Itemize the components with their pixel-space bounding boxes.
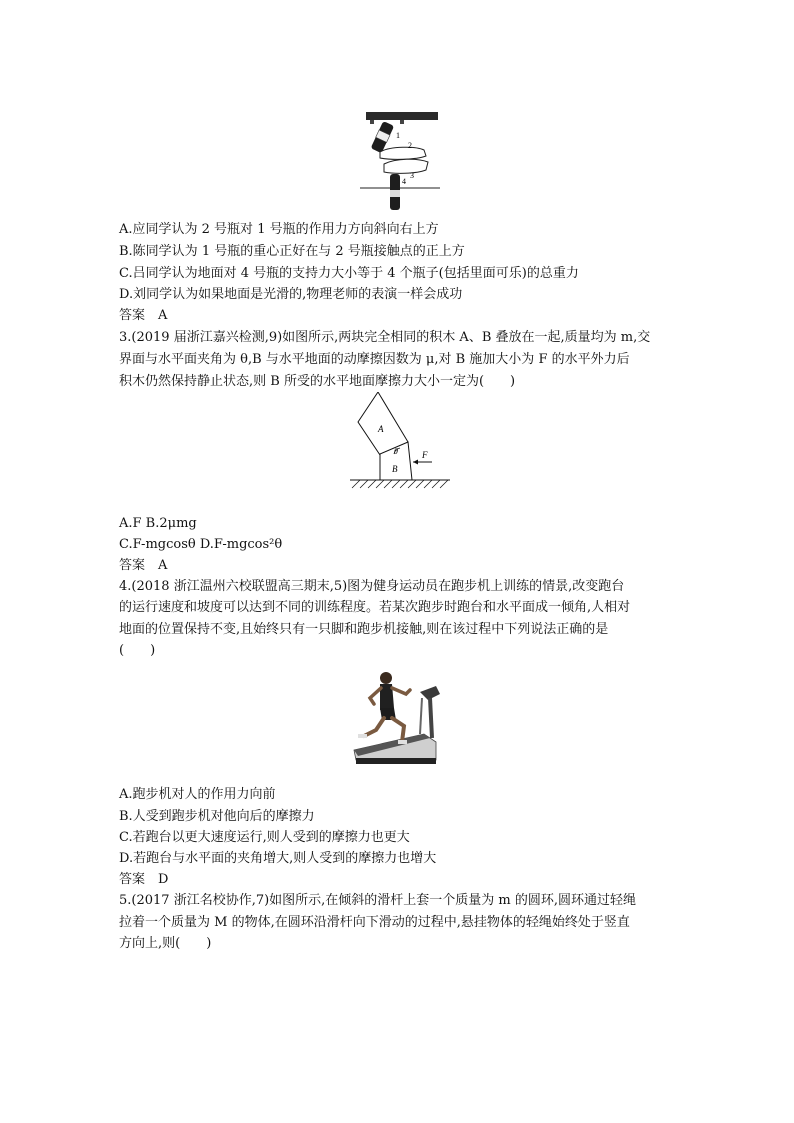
q2-option-c: C.吕同学认为地面对 4 号瓶的支持力大小等于 4 个瓶子(包括里面可乐)的总重力 — [119, 266, 579, 281]
q4-stem-line-3: 地面的位置保持不变,且始终只有一只脚和跑步机接触,则在该过程中下列说法正确的是 — [119, 622, 609, 637]
treadmill-runner-figure — [350, 664, 450, 774]
q4-stem-line-2: 的运行速度和坡度可以达到不同的训练程度。若某次跑步时跑台和水平面成一倾角,人相对 — [119, 600, 631, 615]
q3-options-cd: C.F-mgcosθ D.F-mgcos²θ — [119, 537, 283, 552]
force-label: F — [422, 450, 428, 460]
q2-answer: 答案 A — [119, 308, 168, 323]
q3-answer: 答案 A — [119, 558, 168, 573]
q2-option-b: B.陈同学认为 1 号瓶的重心正好在与 2 号瓶接触点的正上方 — [119, 244, 465, 259]
q4-stem-line-1: 4.(2018 浙江温州六校联盟高三期末,5)图为健身运动员在跑步机上训练的情景,改变跑台 — [119, 579, 625, 594]
bottle-label-2: 2 — [408, 141, 412, 150]
q4-option-b: B.人受到跑步机对他向后的摩擦力 — [119, 809, 315, 824]
bottle-label-4: 4 — [402, 177, 406, 186]
bottle-label-3: 3 — [410, 171, 414, 180]
q2-option-a: A.应同学认为 2 号瓶对 1 号瓶的作用力方向斜向右上方 — [119, 222, 439, 237]
q4-stem-line-4: ( ) — [119, 643, 156, 658]
q4-answer: 答案 D — [119, 872, 169, 887]
q5-stem-line-1: 5.(2017 浙江名校协作,7)如图所示,在倾斜的滑杆上套一个质量为 m 的圆环,圆环通过轻绳 — [119, 893, 637, 908]
bottle-label-1: 1 — [396, 131, 400, 140]
blocks-figure — [350, 392, 450, 494]
q4-option-d: D.若跑台与水平面的夹角增大,则人受到的摩擦力也增大 — [119, 851, 437, 866]
q5-stem-line-3: 方向上,则( ) — [119, 936, 212, 951]
q3-stem-line-2: 界面与水平面夹角为 θ,B 与水平地面的动摩擦因数为 μ,对 B 施加大小为 F 的水平外力后 — [119, 352, 630, 367]
q3-stem-line-1: 3.(2019 届浙江嘉兴检测,9)如图所示,两块完全相同的积木 A、B 叠放在一起,质量均为 m,交 — [119, 330, 651, 345]
theta-label: θ — [394, 447, 398, 456]
q2-option-d: D.刘同学认为如果地面是光滑的,物理老师的表演一样会成功 — [119, 287, 463, 302]
block-b-label: B — [392, 464, 398, 474]
q4-option-c: C.若跑台以更大速度运行,则人受到的摩擦力也更大 — [119, 830, 410, 845]
bottle-stack-figure — [360, 108, 440, 216]
block-a-label: A — [378, 424, 384, 434]
q4-option-a: A.跑步机对人的作用力向前 — [119, 787, 276, 802]
q3-options-ab: A.F B.2μmg — [119, 516, 197, 531]
q5-stem-line-2: 拉着一个质量为 M 的物体,在圆环沿滑杆向下滑动的过程中,悬挂物体的轻绳始终处于竖直 — [119, 915, 630, 930]
q3-stem-line-3: 积木仍然保持静止状态,则 B 所受的水平地面摩擦力大小一定为( ) — [119, 374, 516, 389]
